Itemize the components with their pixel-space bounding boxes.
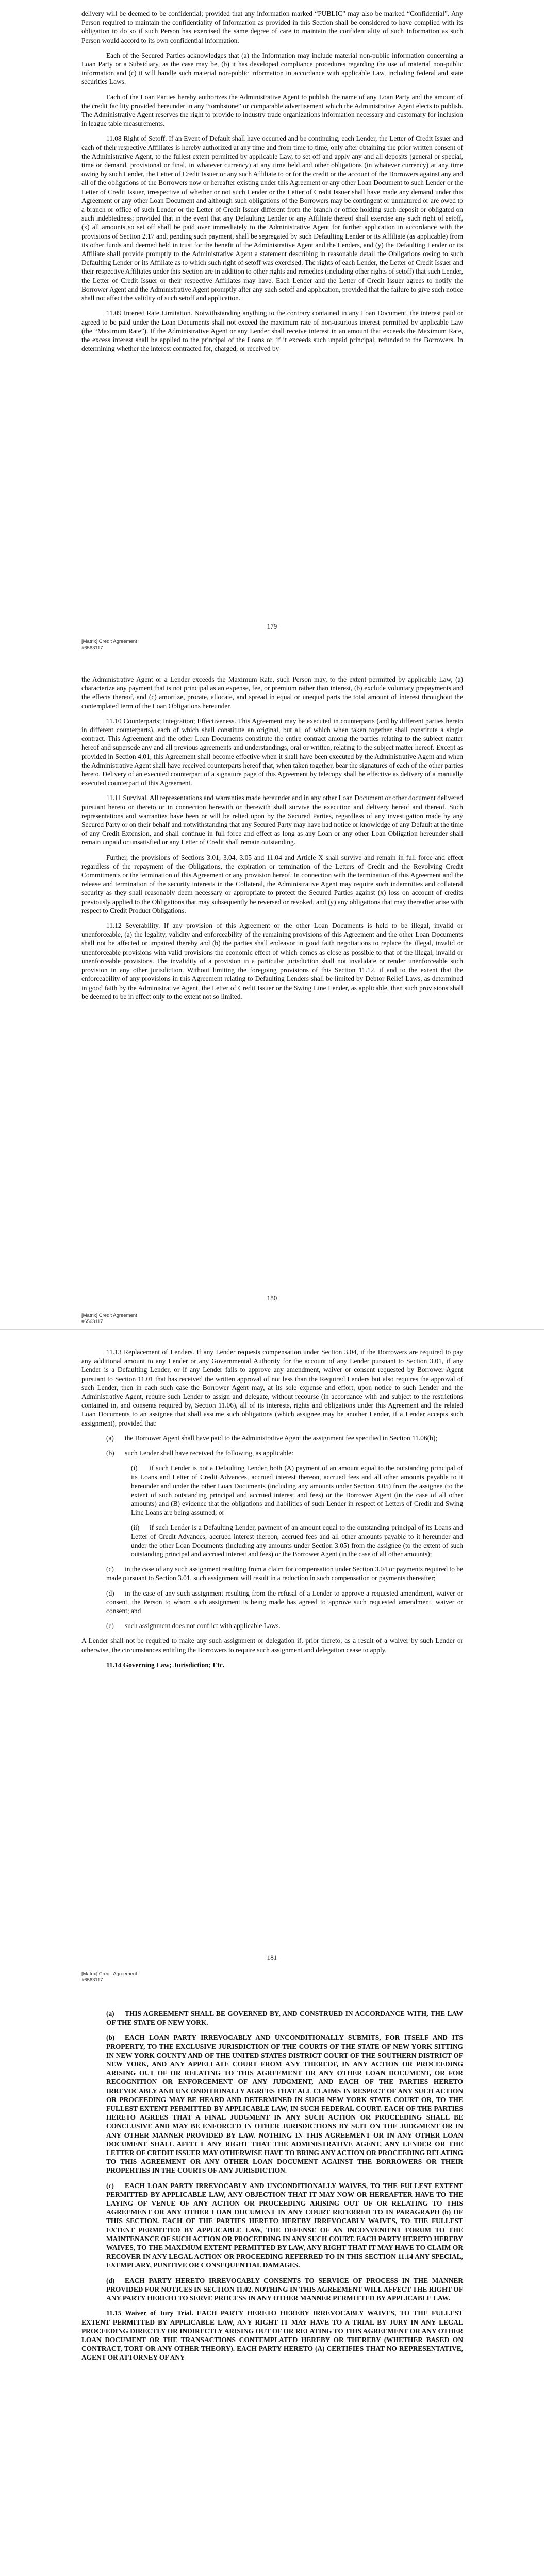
list-item: (ii) if such Lender is a Defaulting Lender, payment of an amount equal to the outstanding principal of its Loans and Letter of Credit Advances, accrued interest thereon, accrued fees and all other amounts payable to it hereunder and under the other Loan Documents (including any amounts under Section 3.05) from the assignee (to the extent of such outstanding principal and accrued interest and fees) or the Borrower Agent (in the case of all other amounts); [131, 1523, 463, 1558]
paragraph: Further, the provisions of Sections 3.01, 3.04, 3.05 and 11.04 and Article X shall survive and remain in full force and effect regardless of the repayment of the Obligations, the expiration or termination of the Letters of Credit and the Revolving Credit Commitments or the termination of this Agreement or any provision hereof. In connection with the termination of this Agreement and the release and termination of the security interests in the Collateral, the Administrative Agent may require such indemnities and collateral security as they shall reasonably deem necessary or appropriate to protect the Secured Parties against (x) loss on account of credits previously applied to the Obligations that may subsequently be reversed or revoked, and (y) any obligations that may thereafter arise with respect to Credit Product Obligations. [81, 853, 463, 914]
section-11-12: 11.12 Severability. If any provision of this Agreement or the other Loan Documents is held to be illegal, invalid or unenforceable, (a) the legality, validity and enforceability of the remaining provisions of this Agreement and the other Loan Documents shall not be affected or impaired thereby and (b) the parties shall endeavor in good faith negotiations to replace the illegal, invalid or unenforceable provisions with valid provisions the economic effect of which comes as close as possible to that of the illegal, invalid or unenforceable provisions. The invalidity of a provision in a particular jurisdiction shall not invalidate or render unenforceable such provision in any other jurisdiction. Without limiting the foregoing provisions of this Section 11.12, if and to the extent that the enforceability of any provisions in this Agreement relating to Defaulting Lenders shall be limited by Debtor Relief Laws, as determined in good faith by the Administrative Agent, the Letter of Credit Issuer or the Swing Line Lender, as applicable, then such provisions shall be deemed to be in effect only to the extent not so limited. [81, 922, 463, 1001]
paragraph: Each of the Loan Parties hereby authorizes the Administrative Agent to publish the name of any Loan Party and the amount of the credit facility provided hereunder in any “tombstone” or comparable advertisement which the Administrative Agent elects to publish. The Administrative Agent reserves the right to provide to industry trade organizations information necessary and customary for inclusion in league table measurements. [81, 93, 463, 128]
page-divider [0, 1329, 544, 1330]
clause-a: (a) THIS AGREEMENT SHALL BE GOVERNED BY, AND CONSTRUED IN ACCORDANCE WITH, THE LAW OF THE STATE OF NEW YORK. [106, 2010, 463, 2027]
section-11-08: 11.08 Right of Setoff. If an Event of Default shall have occurred and be continuing, each Lender, the Letter of Credit Issuer and each of their respective Affiliates is hereby authorized at any time and from time to time, only after obtaining the prior written consent of the Administrative Agent, to the fullest extent permitted by applicable Law, to set off and apply any and all deposits (general or special, time or demand, provisional or final, in whatever currency) at any time held and other obligations (in whatever currency) at any time owing by such Lender, the Letter of Credit Issuer or any such Affiliate to or for the credit or the account of the Borrowers against any and all of the obligations of the Borrowers now or hereafter existing under this Agreement or any other Loan Document to such Lender or the Letter of Credit Issuer, irrespective of whether or not such Lender or the Letter of Credit Issuer shall have made any demand under this Agreement or any other Loan Document and although such obligations of the Borrowers may be contingent or unmatured or are owed to a branch or office of such Lender or the Letter of Credit Issuer different from the branch or office holding such deposit or obligated on such indebtedness; provided that in the event that any Defaulting Lender or any Affiliate thereof shall exercise any such right of setoff, (x) all amounts so set off shall be paid over immediately to the Administrative Agent for further application in accordance with the provisions of Section 2.17 and, pending such payment, shall be segregated by such Defaulting Lender or its Affiliate (as applicable) from its other funds and deemed held in trust for the benefit of the Administrative Agent and the Lenders, and (y) the Defaulting Lender or its Affiliate shall provide promptly to the Administrative Agent a statement describing in reasonable detail the Obligations owing to such Defaulting Lender or its Affiliate as to which such right of setoff was exercised. The rights of each Lender, the Letter of Credit Issuer and their respective Affiliates under this Section are in addition to other rights and remedies (including other rights of setoff) that such Lender, the Letter of Credit Issuer or their respective Affiliates may have. Each Lender and the Letter of Credit Issuer agrees to notify the Borrower Agent and the Administrative Agent promptly after any such setoff and application, provided that the failure to give such notice shall not affect the validity of such setoff and application. [81, 134, 463, 302]
page-footer: [Matrix] Credit Agreement #6563117 [81, 1313, 137, 1325]
clause-c: (c) EACH LOAN PARTY IRREVOCABLY AND UNCONDITIONALLY WAIVES, TO THE FULLEST EXTENT PERMITTED BY APPLICABLE LAW, ANY OBJECTION THAT IT MAY NOW OR HEREAFTER HAVE TO THE LAYING OF VENUE OF ANY ACTION OR PROCEEDING ARISING OUT OF OR RELATING TO THIS AGREEMENT OR ANY OTHER LOAN DOCUMENT IN ANY COURT REFERRED TO IN PARAGRAPH (b) OF THIS SECTION. EACH OF THE PARTIES HERETO HEREBY IRREVOCABLY WAIVES, TO THE FULLEST EXTENT PERMITTED BY APPLICABLE LAW, THE DEFENSE OF AN INCONVENIENT FORUM TO THE MAINTENANCE OF SUCH ACTION OR PROCEEDING IN ANY SUCH COURT. EACH PARTY HERETO HEREBY WAIVES, TO THE MAXIMUM EXTENT PERMITTED BY LAW, ANY RIGHT THAT IT MAY HAVE TO CLAIM OR RECOVER IN ANY LEGAL ACTION OR PROCEEDING REFERRED TO IN THIS SECTION 11.14 ANY SPECIAL, EXEMPLARY, PUNITIVE OR CONSEQUENTIAL DAMAGES. [106, 2181, 463, 2269]
clause-b: (b) EACH LOAN PARTY IRREVOCABLY AND UNCONDITIONALLY SUBMITS, FOR ITSELF AND ITS PROPERTY, TO THE EXCLUSIVE JURISDICTION OF THE COURTS OF THE STATE OF NEW YORK SITTING IN NEW YORK COUNTY AND OF THE UNITED STATES DISTRICT COURT OF THE SOUTHERN DISTRICT OF NEW YORK, AND ANY APPELLATE COURT FROM ANY THEREOF, IN ANY ACTION OR PROCEEDING ARISING OUT OF OR RELATING TO THIS AGREEMENT OR ANY OTHER LOAN DOCUMENT, OR FOR RECOGNITION OR ENFORCEMENT OF ANY JUDGMENT, AND EACH OF THE PARTIES HERETO IRREVOCABLY AND UNCONDITIONALLY AGREES THAT ALL CLAIMS IN RESPECT OF ANY SUCH ACTION OR PROCEEDING MAY BE HEARD AND DETERMINED IN SUCH NEW YORK STATE COURT OR, TO THE FULLEST EXTENT PERMITTED BY APPLICABLE LAW, IN SUCH FEDERAL COURT. EACH OF THE PARTIES HERETO AGREES THAT A FINAL JUDGMENT IN ANY SUCH ACTION OR PROCEEDING SHALL BE CONCLUSIVE AND MAY BE ENFORCED IN OTHER JURISDICTIONS BY SUIT ON THE JUDGMENT OR IN ANY OTHER MANNER PROVIDED BY LAW. NOTHING IN THIS AGREEMENT OR IN ANY OTHER LOAN DOCUMENT SHALL AFFECT ANY RIGHT THAT THE ADMINISTRATIVE AGENT, ANY LENDER OR THE LETTER OF CREDIT ISSUER MAY OTHERWISE HAVE TO BRING ANY ACTION OR PROCEEDING RELATING TO THIS AGREEMENT OR ANY OTHER LOAN DOCUMENT AGAINST THE BORROWERS OR THEIR PROPERTIES IN THE COURTS OF ANY JURISDICTION. [106, 2033, 463, 2175]
page-number: 181 [267, 1954, 277, 1961]
section-11-15: 11.15 Waiver of Jury Trial. EACH PARTY HERETO HEREBY IRREVOCABLY WAIVES, TO THE FULLEST EXTENT PERMITTED BY APPLICABLE LAW, ANY RIGHT IT MAY HAVE TO A TRIAL BY JURY IN ANY LEGAL PROCEEDING DIRECTLY OR INDIRECTLY ARISING OUT OF OR RELATING TO THIS AGREEMENT OR ANY OTHER LOAN DOCUMENT OR THE TRANSACTIONS CONTEMPLATED HEREBY OR THEREBY (WHETHER BASED ON CONTRACT, TORT OR ANY OTHER THEORY). EACH PARTY HERETO (A) CERTIFIES THAT NO REPRESENTATIVE, AGENT OR ATTORNEY OF ANY [81, 2309, 463, 2362]
section-heading: 11.14 Governing Law; Jurisdiction; Etc. [106, 1660, 225, 1669]
paragraph: A Lender shall not be required to make any such assignment or delegation if, prior thereto, as a result of a waiver by such Lender or otherwise, the circumstances entitling the Borrowers to require such assignment and delegation cease to apply. [81, 1637, 463, 1654]
paragraph: delivery will be deemed to be confidential; provided that any information marked “PUBLIC” may also be marked “Confidential”. Any Person required to maintain the confidentiality of Information as provided in this Section shall be considered to have complied with its obligation to do so if such Person has exercised the same degree of care to maintain the confidentiality of such Information as such Person would accord to its own confidential information. [81, 10, 463, 44]
page-number: 179 [267, 622, 277, 630]
section-11-11: 11.11 Survival. All representations and warranties made hereunder and in any other Loan Document or other document delivered pursuant hereto or thereto or in connection herewith or therewith shall survive the execution and delivery hereof and thereof. Such representations and warranties have been or will be relied upon by the Secured Parties, regardless of any investigation made by any Secured Party or on their behalf and notwithstanding that any Secured Party may have had notice or knowledge of any Default at the time of any Credit Extension, and shall continue in full force and effect as long as any Loan or any other Loan Obligation hereunder shall remain unpaid or unsatisfied or any Letter of Credit shall remain outstanding. [81, 794, 463, 846]
list-item: (c) in the case of any such assignment resulting from a claim for compensation under Section 3.04 or payments required to be made pursuant to Section 3.01, such assignment will result in a reduction in such compensation or payments thereafter; [106, 1565, 463, 1582]
page-footer: [Matrix] Credit Agreement #6563117 [81, 639, 137, 651]
paragraph: the Administrative Agent or a Lender exceeds the Maximum Rate, such Person may, to the extent permitted by applicable Law, (a) characterize any payment that is not principal as an expense, fee, or premium rather than interest, (b) exclude voluntary prepayments and the effects thereof, and (c) amortize, prorate, allocate, and spread in equal or unequal parts the total amount of interest throughout the contemplated term of the Loan Obligations hereunder. [81, 675, 463, 710]
section-11-13: 11.13 Replacement of Lenders. If any Lender requests compensation under Section 3.04, if the Borrowers are required to pay any additional amount to any Lender or any Governmental Authority for the account of any Lender pursuant to Section 3.01, if any Lender is a Defaulting Lender, or if any Lender fails to approve any amendment, waiver or consent requested by Borrower Agent pursuant to Section 11.01 that has received the written approval of not less than the Required Lenders but also requires the approval of such Lender, then in each such case the Borrower Agent may, at its sole expense and effort, upon notice to such Lender and the Administrative Agent, require such Lender to assign and delegate, without recourse (in accordance with and subject to the restrictions contained in, and consents required by, Section 11.06), all of its interests, rights and obligations under this Agreement and the related Loan Documents to an assignee that shall assume such obligations (which assignee may be another Lender, if a Lender accepts such assignment), provided that: [81, 1348, 463, 1427]
page-footer: [Matrix] Credit Agreement #6563117 [81, 1971, 137, 1983]
list-item: (b) such Lender shall have received the following, as applicable: [106, 1449, 293, 1458]
list-item: (d) in the case of any such assignment resulting from the refusal of a Lender to approve a requested amendment, waiver or consent, the Person to whom such assignment is being made has agreed to approve such requested amendment, waiver or consent; and [106, 1589, 463, 1615]
list-item: (a) the Borrower Agent shall have paid to the Administrative Agent the assignment fee specified in Section 11.06(b); [106, 1434, 438, 1442]
clause-d: (d) EACH PARTY HERETO IRREVOCABLY CONSENTS TO SERVICE OF PROCESS IN THE MANNER PROVIDED FOR NOTICES IN SECTION 11.02. NOTHING IN THIS AGREEMENT WILL AFFECT THE RIGHT OF ANY PARTY HERETO TO SERVE PROCESS IN ANY OTHER MANNER PERMITTED BY APPLICABLE LAW. [106, 2276, 464, 2302]
page-number: 180 [267, 1294, 277, 1302]
list-item: (i) if such Lender is not a Defaulting Lender, both (A) payment of an amount equal to the outstanding principal of its Loans and Letter of Credit Advances, accrued interest thereon, accrued fees and all other amounts payable to it hereunder and under the other Loan Documents (including any amounts under Section 3.05) from the assignee (to the extent of such outstanding principal and accrued interest and fees) or the Borrower Agent (in the case of all other amounts) and (B) evidence that the obligations and liabilities of such Lender in respect of Letters of Credit and Swing Line Loans are being assumed; or [131, 1464, 463, 1517]
paragraph: Each of the Secured Parties acknowledges that (a) the Information may include material non-public information concerning a Loan Party or a Subsidiary, as the case may be, (b) it has developed compliance procedures regarding the use of material non-public information and (c) it will handle such material non-public information in accordance with applicable Law, including federal and state securities Laws. [81, 51, 463, 86]
section-11-09: 11.09 Interest Rate Limitation. Notwithstanding anything to the contrary contained in any Loan Document, the interest paid or agreed to be paid under the Loan Documents shall not exceed the maximum rate of non-usurious interest permitted by applicable Law (the “Maximum Rate”). If the Administrative Agent or any Lender shall receive interest in an amount that exceeds the Maximum Rate, the excess interest shall be applied to the principal of the Loans or, if it exceeds such unpaid principal, refunded to the Borrowers. In determining whether the interest contracted for, charged, or received by [81, 309, 463, 353]
list-item: (e) such assignment does not conflict with applicable Laws. [106, 1622, 281, 1630]
section-11-10: 11.10 Counterparts; Integration; Effectiveness. This Agreement may be executed in counterparts (and by different parties hereto in different counterparts), each of which shall constitute an original, but all of which when taken together shall constitute a single contract. This Agreement and the other Loan Documents constitute the entire contract among the parties relating to the subject matter hereof and supersede any and all previous agreements and understandings, oral or written, relating to the subject matter hereof. Except as provided in Section 4.01, this Agreement shall become effective when it shall have been executed by the Administrative Agent and when the Administrative Agent shall have received counterparts hereof that, when taken together, bear the signatures of each of the other parties hereto. Delivery of an executed counterpart of a signature page of this Agreement by telecopy shall be effective as delivery of a manually executed counterpart of this Agreement. [81, 717, 463, 787]
